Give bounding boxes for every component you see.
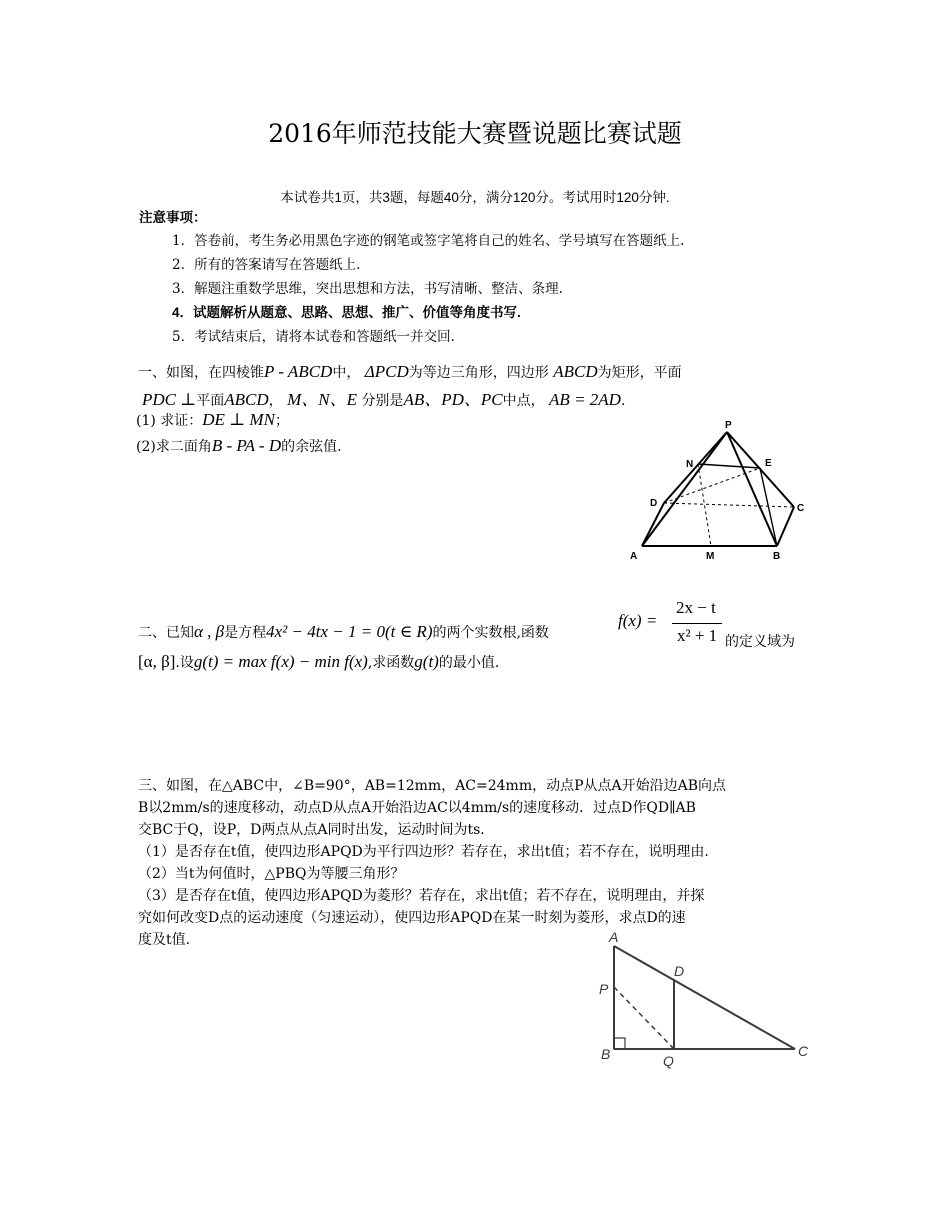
q3-line: 三、如图，在△ABC中，∠B=90°，AB=12mm，AC=24mm，动点P从点A开始沿边AB向点: [138, 778, 727, 794]
label-d: D: [650, 498, 658, 509]
q1-text: 中点，: [502, 393, 545, 409]
side-ac: [614, 946, 795, 1049]
q1-text: .: [620, 393, 626, 409]
q2-math: 4x² − 4tx − 1 = 0: [266, 622, 385, 641]
right-angle-mark: [614, 1038, 625, 1049]
q3-line: 度及t值.: [138, 932, 191, 948]
q2-text: 二、已知: [138, 625, 194, 641]
q1-line-2: [142, 385, 625, 410]
q1-math: M、N、E: [287, 390, 357, 409]
edge-pa: [642, 432, 727, 546]
segment-ne: [698, 464, 760, 468]
q2-text: ,求函数: [367, 655, 415, 671]
triangle-figure: [594, 924, 820, 1072]
edge-ad: [642, 503, 664, 546]
q1-math: AB、PD、PC: [403, 390, 503, 409]
q1-line-1: [138, 362, 682, 382]
q2-math: [α, β]: [138, 652, 176, 671]
page-title: 2016年师范技能大赛暨说题比赛试题: [268, 119, 682, 148]
q1-text: 为矩形，平面: [597, 365, 682, 381]
exam-info: 本试卷共1页，共3题，每题40分，满分120分。考试用时120分钟.: [280, 190, 670, 205]
q2-text: 的两个实数根,函数: [432, 625, 549, 641]
q1-sub-1: [136, 410, 289, 430]
fraction-numerator: 2x − t: [676, 598, 716, 617]
q1-math: ABCD: [224, 390, 269, 409]
label-m: M: [706, 551, 715, 562]
note-item: 3．解题注重数学思维，突出思想和方法，书写清晰、整洁、条理.: [172, 281, 563, 297]
q2-text: .设: [175, 655, 194, 671]
label-c: C: [798, 1043, 809, 1059]
label-d: D: [674, 963, 685, 979]
q1-text: 中，: [332, 365, 361, 381]
label-a: A: [630, 551, 638, 562]
q3-line: B以2mm/s的速度移动，动点D从点A开始沿边AC以4mm/s的速度移动．过点D作QD∥AB: [138, 800, 696, 816]
fraction-denominator: x² + 1: [677, 626, 718, 645]
q1-sub-2: [136, 436, 342, 456]
q2-line-1: [138, 622, 549, 642]
label-b: B: [601, 1046, 611, 1062]
q3-line: （2）当t为何值时，△PBQ为等腰三角形？: [138, 866, 405, 882]
note-item: 2．所有的答案请写在答题纸上.: [172, 257, 361, 273]
q1-text: (1) 求证：: [136, 413, 203, 429]
q2-text: 是方程: [224, 625, 267, 641]
label-p: P: [725, 420, 732, 431]
pyramid-figure: [620, 414, 820, 566]
q1-text: ，: [268, 393, 283, 409]
note-item: 1．答卷前，考生务必用黑色字迹的钢笔或签字笔将自己的姓名、学号填写在答题纸上.: [172, 233, 685, 249]
q2-math: g(t) = max f(x) − min f(x): [193, 652, 368, 671]
q2-text: 的定义域为: [725, 634, 795, 650]
label-e: E: [765, 458, 772, 469]
q3-line: （1）是否存在t值，使四边形APQD为平行四边形？若存在，求出t值；若不存在，说明理由.: [138, 844, 709, 860]
notes-heading: 注意事项：: [139, 210, 207, 225]
label-a: A: [609, 929, 619, 945]
label-b: B: [773, 551, 781, 562]
q2-text: 的最小值.: [438, 655, 500, 671]
q1-text: 分别是: [361, 393, 404, 409]
q1-math: ΔPCD: [364, 362, 409, 381]
q1-math: PDC ⊥: [142, 390, 197, 409]
q3-line: 交BC于Q，设P，D两点从点A同时出发，运动时间为ts．: [138, 822, 495, 838]
q1-math: DE ⊥ MN: [202, 410, 275, 429]
label-c: C: [797, 503, 805, 514]
q1-text: (2)求二面角: [136, 439, 212, 455]
q1-math: P - ABCD: [264, 362, 333, 381]
q1-math: B - PA - D: [211, 436, 282, 455]
q1-text: 平面: [196, 393, 225, 409]
q2-math: g(t): [414, 652, 439, 671]
q1-text: ；: [274, 413, 289, 429]
q3-line: （3）是否存在t值，使四边形APQD为菱形？若存在，求出t值；若不存在，说明理由，并探: [138, 888, 705, 904]
q2-line-2: [138, 652, 499, 672]
label-n: N: [686, 459, 694, 470]
q3-line: 究如何改变D点的运动速度（匀速运动），使四边形APQD在某一时刻为菱形，求点D的速: [138, 910, 686, 926]
edge-bc: [777, 507, 794, 546]
fx-label: f(x) =: [618, 611, 658, 630]
hidden-dc: [664, 503, 794, 507]
note-item: 5．考试结束后，请将本试卷和答题纸一并交回.: [172, 329, 455, 345]
q1-math: ABCD: [553, 362, 598, 381]
q1-text: 一、如图，在四棱锥: [138, 365, 264, 381]
edge-pd: [664, 432, 727, 503]
q1-text: 为等边三角形，四边形: [408, 365, 549, 381]
q2-math: (t ∈ R): [384, 622, 433, 641]
label-q: Q: [663, 1053, 674, 1069]
q1-text: 的余弦值.: [281, 439, 342, 455]
fraction-bar: [672, 623, 722, 624]
segment-pq: [614, 987, 674, 1049]
edge-pb: [727, 432, 777, 546]
q2-math: α , β: [194, 622, 225, 641]
q1-math: AB = 2AD: [549, 390, 621, 409]
hidden-nm: [698, 464, 711, 546]
note-item: 4．试题解析从题意、思路、思想、推广、价值等角度书写.: [172, 305, 521, 320]
label-p: P: [599, 981, 609, 997]
